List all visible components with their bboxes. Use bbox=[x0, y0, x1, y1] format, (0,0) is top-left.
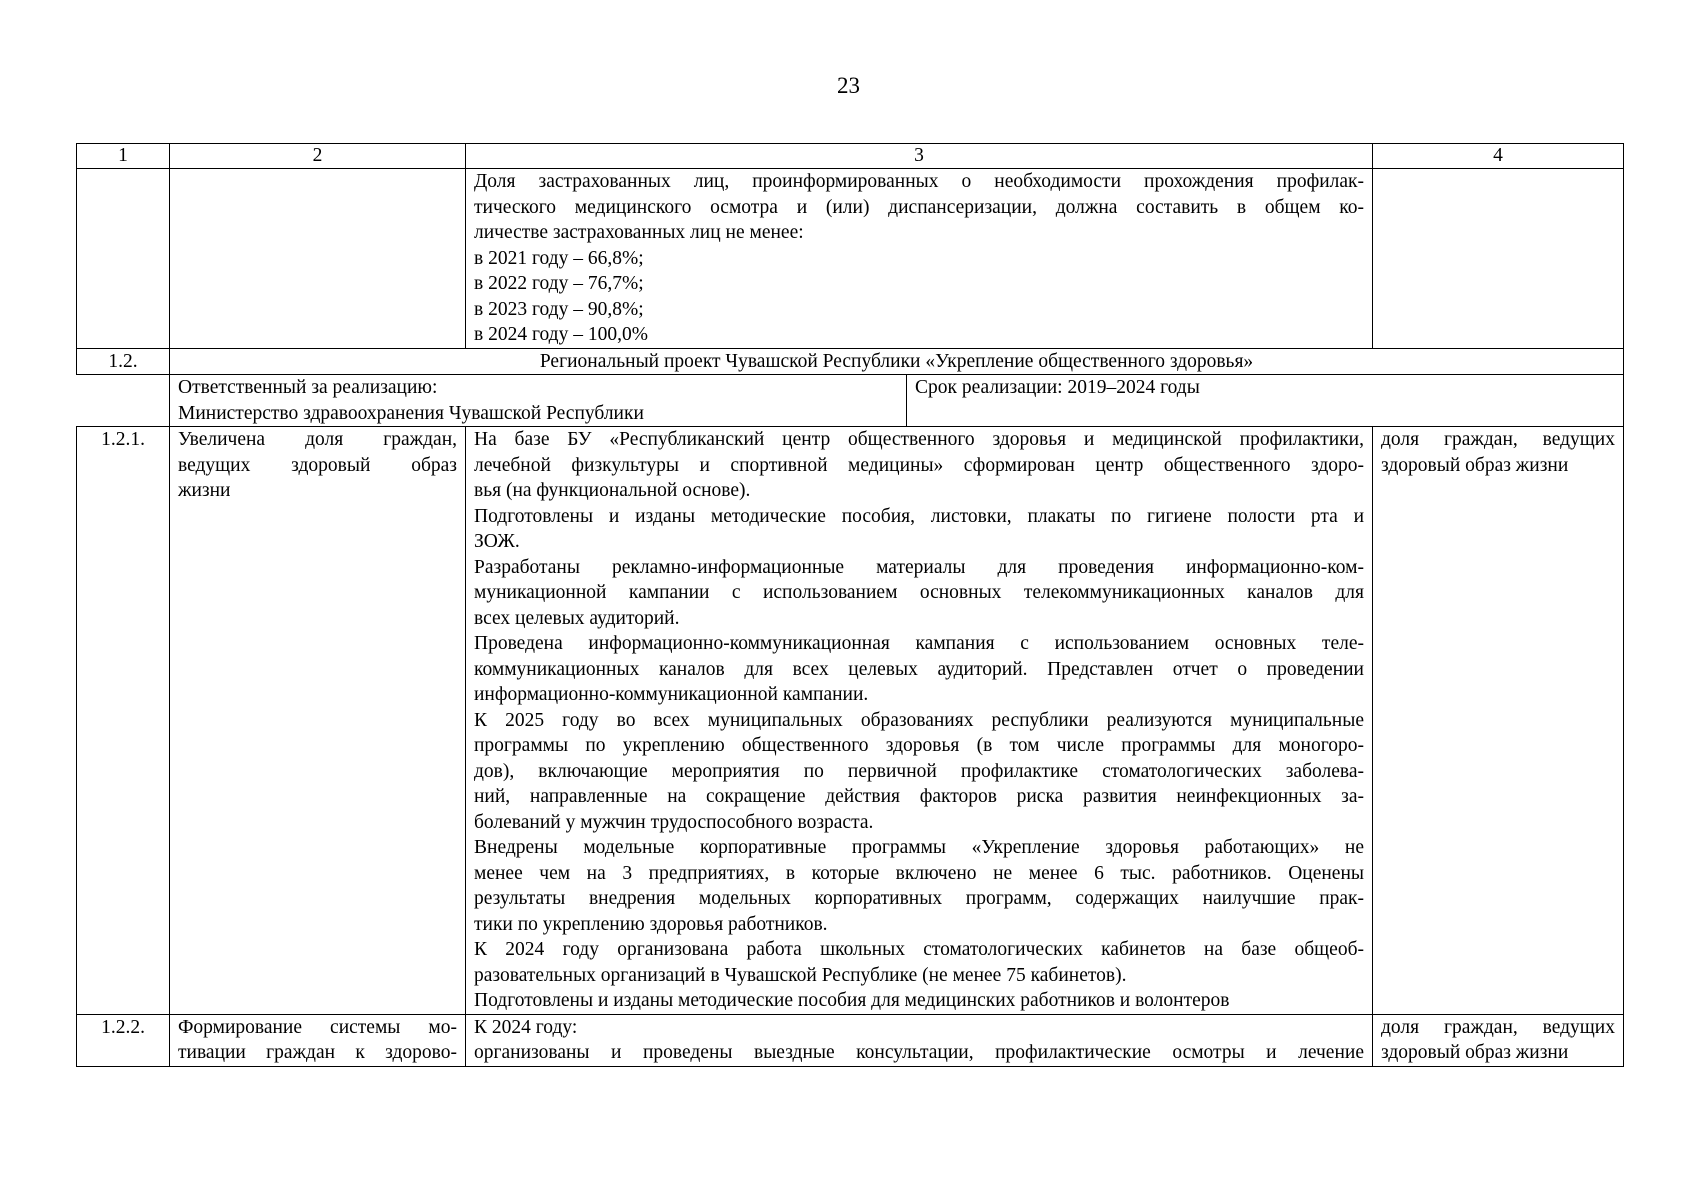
text-line: здоровый образ жизни bbox=[1381, 1042, 1569, 1063]
text-line: К 2024 году: bbox=[474, 1016, 578, 1038]
section-number: 1.2. bbox=[77, 348, 170, 375]
row-indicator-cell bbox=[1373, 1014, 1624, 1066]
text-line: личестве застрахованных лиц не менее: bbox=[474, 222, 804, 243]
responsible-blank-cell bbox=[77, 375, 170, 427]
responsible-value: Министерство здравоохранения Чувашской Республики bbox=[178, 402, 644, 424]
responsible-info bbox=[170, 375, 906, 426]
text-line: На базе БУ «Республиканский центр общественного здоровья и медицинской профилактики, bbox=[474, 429, 1364, 450]
text-line: Доля застрахованных лиц, проинформированных о необходимости прохождения профилак- bbox=[474, 171, 1364, 192]
text-line: ЗОЖ. bbox=[474, 531, 520, 552]
table-row-continuation bbox=[77, 169, 1624, 349]
table-row-1-2-1 bbox=[77, 427, 1624, 1015]
text-line: муникационной кампании с использованием основных телекоммуникационных каналов для bbox=[474, 582, 1364, 603]
section-title: Региональный проект Чувашской Республики «Укрепление общественного здоровья» bbox=[170, 348, 1624, 375]
responsible-row bbox=[77, 375, 1624, 427]
text-line: вья (на функциональной основе). bbox=[474, 480, 751, 501]
text-line: ведущих здоровый образ bbox=[178, 454, 457, 476]
row-title-cell bbox=[170, 1014, 466, 1066]
text-line: К 2025 году во всех муниципальных образованиях республики реализуются муниципальные bbox=[474, 709, 1364, 731]
text-line: коммуникационных каналов для всех целевых аудиторий. Представлен отчет о проведении bbox=[474, 658, 1364, 680]
text-line: Формирование системы мо- bbox=[178, 1016, 457, 1038]
text-line: ний, направленные на сокращение действия факторов риска развития неинфекционных за- bbox=[474, 786, 1364, 807]
text-line: менее чем на 3 предприятиях, в которые включено не менее 6 тыс. работников. Оценены bbox=[474, 862, 1364, 884]
text-line: организованы и проведены выездные консультации, профилактические осмотры и лечение bbox=[474, 1042, 1364, 1063]
text-line: доля граждан, ведущих bbox=[1381, 429, 1615, 450]
text-line: дов), включающие мероприятия по первичной профилактике стоматологических заболева- bbox=[474, 760, 1364, 782]
row-content-cell bbox=[466, 427, 1373, 1015]
text-line: информационно-коммуникационной кампании. bbox=[474, 684, 869, 705]
text-line: лечебной физкультуры и спортивной медицины» сформирован центр общественного здоро- bbox=[474, 454, 1364, 476]
implementation-term bbox=[906, 375, 1623, 426]
text-line: болеваний у мужчин трудоспособного возраста. bbox=[474, 811, 874, 833]
text-line: программы по укреплению общественного здоровья (в том числе программы для моногоро- bbox=[474, 735, 1364, 756]
text-line: в 2023 году – 90,8%; bbox=[474, 298, 644, 320]
row-title-cell bbox=[170, 169, 466, 349]
text-line: тического медицинского осмотра и (или) диспансеризации, должна составить в общем ко- bbox=[474, 196, 1364, 218]
responsible-label: Ответственный за реализацию: bbox=[178, 377, 438, 398]
table-row-1-2-2 bbox=[77, 1014, 1624, 1066]
text-line: в 2022 году – 76,7%; bbox=[474, 273, 644, 294]
page-number: 23 bbox=[837, 73, 860, 98]
header-cell-3: 3 bbox=[466, 144, 1373, 169]
row-content-cell bbox=[466, 169, 1373, 349]
text-line: жизни bbox=[178, 480, 231, 501]
row-indicator-cell bbox=[1373, 169, 1624, 349]
text-line: Разработаны рекламно-информационные материалы для проведения информационно-ком- bbox=[474, 556, 1364, 578]
text-line: в 2024 году – 100,0% bbox=[474, 324, 648, 345]
row-title-cell bbox=[170, 427, 466, 1015]
text-line: в 2021 году – 66,8%; bbox=[474, 247, 644, 269]
text-line: всех целевых аудиторий. bbox=[474, 607, 680, 629]
text-line: Увеличена доля граждан, bbox=[178, 429, 457, 450]
section-row bbox=[77, 348, 1624, 375]
header-cell-2: 2 bbox=[170, 144, 466, 169]
text-line: тики по укреплению здоровья работников. bbox=[474, 913, 828, 935]
text-line: здоровый образ жизни bbox=[1381, 454, 1569, 476]
header-cell-1: 1 bbox=[77, 144, 170, 169]
text-line: результаты внедрения модельных корпоративных программ, содержащих наилучшие прак- bbox=[474, 888, 1364, 909]
implementation-term-text: Срок реализации: 2019–2024 годы bbox=[915, 377, 1200, 398]
header-cell-4: 4 bbox=[1373, 144, 1624, 169]
text-line: Подготовлены и изданы методические пособия, листовки, плакаты по гигиене полости рта и bbox=[474, 505, 1364, 527]
row-content-cell bbox=[466, 1014, 1373, 1066]
text-line: тивации граждан к здорово- bbox=[178, 1042, 457, 1063]
text-line: Проведена информационно-коммуникационная кампания с использованием основных теле- bbox=[474, 633, 1364, 654]
text-line: Внедрены модельные корпоративные программы «Укрепление здоровья работающих» не bbox=[474, 837, 1364, 858]
text-line: Подготовлены и изданы методические пособия для медицинских работников и волонтеров bbox=[474, 990, 1230, 1011]
row-number-cell: 1.2.1. bbox=[77, 427, 170, 1015]
row-number-cell bbox=[77, 169, 170, 349]
text-line: доля граждан, ведущих bbox=[1381, 1016, 1615, 1038]
table-header-row bbox=[77, 144, 1624, 169]
text-line: разовательных организаций в Чувашской Республике (не менее 75 кабинетов). bbox=[474, 964, 1127, 986]
row-number-cell: 1.2.2. bbox=[77, 1014, 170, 1066]
responsible-cell bbox=[170, 375, 1624, 427]
document-table bbox=[76, 143, 1624, 1067]
row-indicator-cell bbox=[1373, 427, 1624, 1015]
text-line: К 2024 году организована работа школьных стоматологических кабинетов на базе общеоб- bbox=[474, 939, 1364, 960]
